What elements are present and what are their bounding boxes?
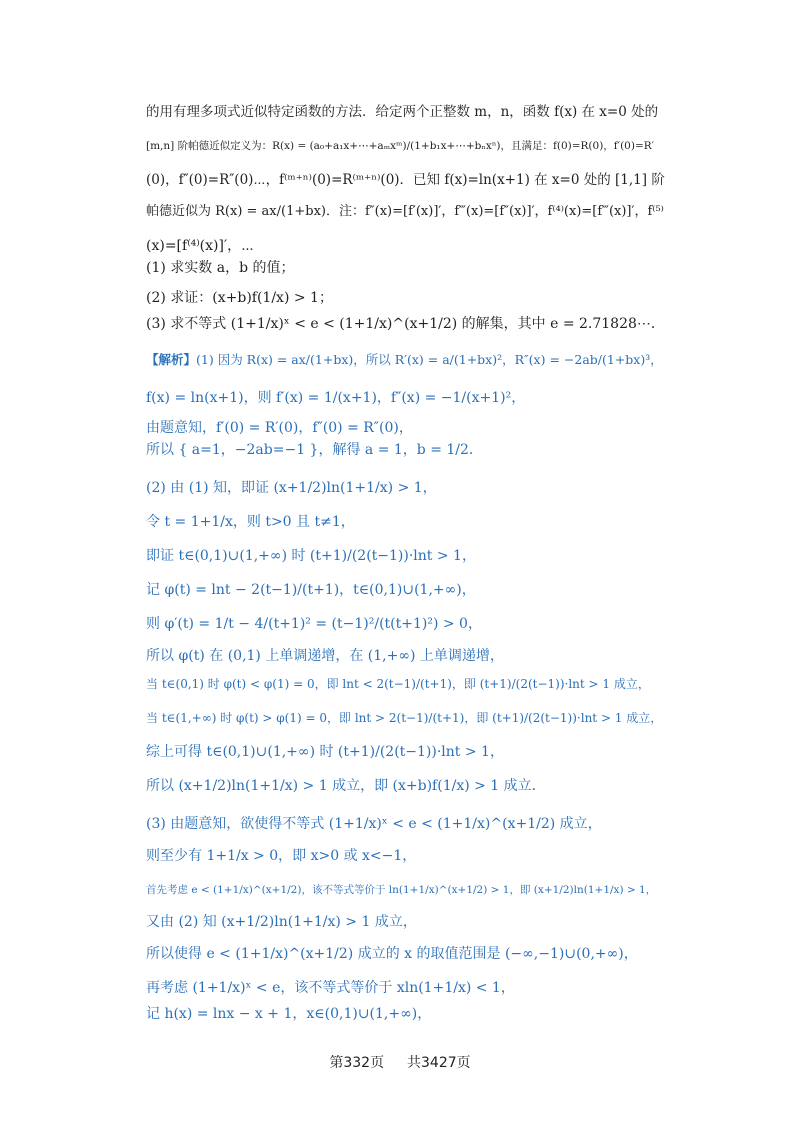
solution-line-13: 综上可得 t∈(0,1)∪(1,+∞) 时 (t+1)/(2(t−1))·lnt > 1，	[146, 744, 504, 760]
question-line-3: (0)，f″(0)=R″(0)⋯，f⁽ᵐ⁺ⁿ⁾(0)=R⁽ᵐ⁺ⁿ⁾(0)．已知 f(x)=ln(x+1) 在 x=0 处的 [1,1] 阶	[146, 172, 665, 188]
question-part-3: (3) 求不等式 (1+1/x)ˣ < e < (1+1/x)^(x+1/2) 的解集，其中 e = 2.71828⋯．	[146, 316, 665, 332]
solution-line-8: 记 φ(t) = lnt − 2(t−1)/(t+1)，t∈(0,1)∪(1,+∞)，	[146, 582, 476, 598]
solution-line-5: (2) 由 (1) 知，即证 (x+1/2)ln(1+1/x) > 1，	[146, 480, 437, 496]
question-line-5: (x)=[f⁽⁴⁾(x)]′，⋯	[146, 238, 254, 254]
solution-line-19: 所以使得 e < (1+1/x)^(x+1/2) 成立的 x 的取值范围是 (−∞,−1)∪(0,+∞)，	[146, 946, 638, 962]
question-line-4: 帕德近似为 R(x) = ax/(1+bx)．注：f″(x)=[f′(x)]′，f‴(x)=[f″(x)]′，f⁽⁴⁾(x)=[f‴(x)]′，f⁽⁵⁾	[146, 204, 664, 219]
solution-line-1	[146, 350, 666, 370]
solution-line-9: 则 φ′(t) = 1/t − 4/(t+1)² = (t−1)²/(t(t+1)²) > 0，	[146, 616, 482, 632]
solution-tag: 【解析】	[146, 352, 197, 367]
solution-line-12: 当 t∈(1,+∞) 时 φ(t) > φ(1) = 0，即 lnt > 2(t−1)/(t+1)，即 (t+1)/(2(t−1))·lnt > 1 成立，	[146, 711, 663, 725]
solution-line-4: 所以 { a=1，−2ab=−1 }，解得 a = 1，b = 1/2．	[146, 442, 483, 458]
solution-line-14: 所以 (x+1/2)ln(1+1/x) > 1 成立，即 (x+b)f(1/x) > 1 成立．	[146, 778, 546, 794]
question-line-2: [m,n] 阶帕德近似定义为：R(x) = (a₀+a₁x+⋯+aₘxᵐ)/(1+b₁x+⋯+bₙxⁿ)，且满足：f(0)=R(0)，f′(0)=R′	[146, 140, 655, 152]
solution-line-16: 则至少有 1+1/x > 0，即 x>0 或 x<−1，	[146, 848, 417, 864]
total-pages: 共3427页	[407, 1055, 471, 1071]
solution-line-20: 再考虑 (1+1/x)ˣ < e，该不等式等价于 xln(1+1/x) < 1，	[146, 980, 515, 996]
solution-line-6: 令 t = 1+1/x，则 t>0 且 t≠1，	[146, 514, 355, 530]
solution-line-18: 又由 (2) 知 (x+1/2)ln(1+1/x) > 1 成立，	[146, 914, 417, 930]
solution-line-7: 即证 t∈(0,1)∪(1,+∞) 时 (t+1)/(2(t−1))·lnt > 1，	[146, 548, 476, 564]
question-line-1: 的用有理多项式近似特定函数的方法．给定两个正整数 m，n，函数 f(x) 在 x=0 处的	[146, 104, 659, 120]
page-number: 第332页	[329, 1055, 385, 1071]
page-footer	[0, 1052, 800, 1072]
solution-line-21: 记 h(x) = lnx − x + 1，x∈(0,1)∪(1,+∞)，	[146, 1006, 432, 1022]
solution-line-17: 首先考虑 e < (1+1/x)^(x+1/2)，该不等式等价于 ln(1+1/x)^(x+1/2) > 1，即 (x+1/2)ln(1+1/x) > 1，	[146, 884, 657, 896]
question-part-2: (2) 求证：(x+b)f(1/x) > 1；	[146, 290, 333, 306]
solution-line-3: 由题意知，f′(0) = R′(0)，f″(0) = R″(0)，	[146, 420, 413, 436]
solution-line-2: f(x) = ln(x+1)，则 f′(x) = 1/(x+1)，f″(x) = −1/(x+1)²，	[146, 390, 526, 406]
question-part-1: (1) 求实数 a，b 的值；	[146, 260, 295, 276]
solution-line-11: 当 t∈(0,1) 时 φ(t) < φ(1) = 0，即 lnt < 2(t−1)/(t+1)，即 (t+1)/(2(t−1))·lnt > 1 成立，	[146, 677, 650, 691]
solution-line-10: 所以 φ(t) 在 (0,1) 上单调递增，在 (1,+∞) 上单调递增，	[146, 648, 504, 664]
solution-line-15: (3) 由题意知，欲使得不等式 (1+1/x)ˣ < e < (1+1/x)^(x+1/2) 成立，	[146, 816, 602, 832]
solution-line-1-text: (1) 因为 R(x) = ax/(1+bx)，所以 R′(x) = a/(1+bx)²，R″(x) = −2ab/(1+bx)³，	[196, 352, 663, 367]
